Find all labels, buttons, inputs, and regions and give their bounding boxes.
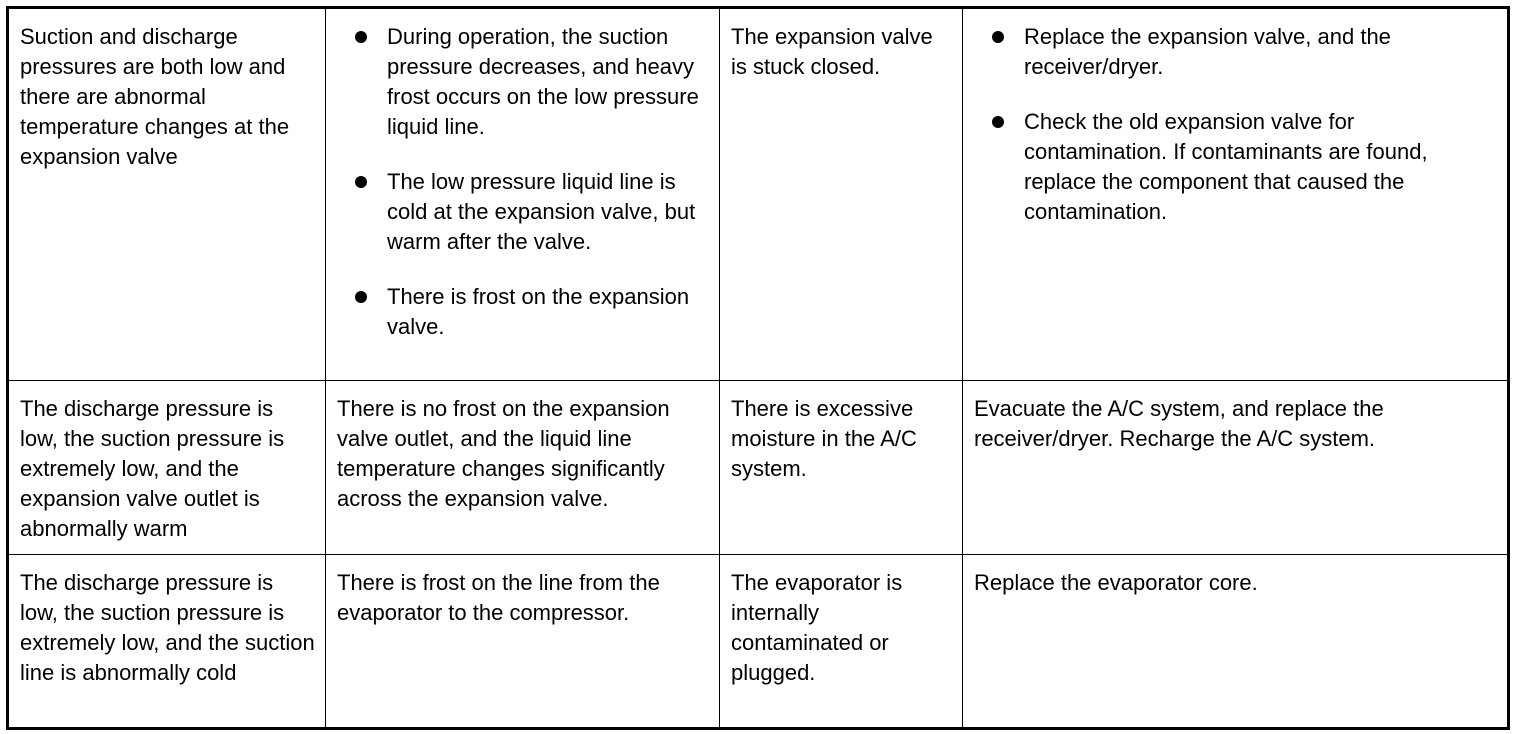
bullet-icon bbox=[992, 116, 1004, 128]
bullet-icon bbox=[355, 176, 367, 188]
cause-cell bbox=[720, 8, 963, 381]
observation-list bbox=[337, 22, 709, 342]
cause-text: The expansion valve is stuck closed. bbox=[731, 24, 933, 79]
remedy-text: Evacuate the A/C system, and replace the receiver/dryer. Recharge the A/C system. bbox=[974, 396, 1384, 451]
condition-text: Suction and discharge pressures are both low and there are abnormal temperature changes at the expansion valve bbox=[20, 24, 290, 169]
diagnosis-table bbox=[6, 6, 1510, 730]
bullet-icon bbox=[992, 31, 1004, 43]
observation-text: There is no frost on the expansion valve outlet, and the liquid line temperature changes significantly across the expansion valve. bbox=[337, 396, 670, 511]
list-item bbox=[974, 107, 1497, 227]
cause-text: The evaporator is internally contaminated or plugged. bbox=[731, 570, 903, 685]
table-row bbox=[8, 555, 1509, 729]
list-item bbox=[337, 282, 709, 342]
table-row bbox=[8, 381, 1509, 555]
bullet-icon bbox=[355, 291, 367, 303]
remedy-text: Replace the evaporator core. bbox=[974, 570, 1258, 595]
cause-cell bbox=[720, 381, 963, 555]
condition-cell bbox=[8, 555, 326, 729]
list-item bbox=[337, 22, 709, 142]
cause-cell bbox=[720, 555, 963, 729]
list-item bbox=[974, 22, 1497, 82]
observation-cell bbox=[326, 381, 720, 555]
observation-text: During operation, the suction pressure decreases, and heavy frost occurs on the low pressure liquid line. bbox=[387, 24, 699, 139]
remedy-cell bbox=[963, 8, 1509, 381]
observation-cell bbox=[326, 8, 720, 381]
observation-text: The low pressure liquid line is cold at the expansion valve, but warm after the valve. bbox=[387, 169, 696, 254]
remedy-cell bbox=[963, 555, 1509, 729]
observation-text: There is frost on the expansion valve. bbox=[387, 284, 690, 339]
remedy-text: Check the old expansion valve for contamination. If contaminants are found, replace the component that caused the contamination. bbox=[1024, 109, 1428, 224]
observation-cell bbox=[326, 555, 720, 729]
condition-text: The discharge pressure is low, the suction pressure is extremely low, and the expansion valve outlet is abnormally warm bbox=[20, 396, 285, 541]
condition-cell bbox=[8, 8, 326, 381]
cause-text: There is excessive moisture in the A/C system. bbox=[731, 396, 917, 481]
bullet-icon bbox=[355, 31, 367, 43]
remedy-cell bbox=[963, 381, 1509, 555]
list-item bbox=[337, 167, 709, 257]
table-row bbox=[8, 8, 1509, 381]
observation-text: There is frost on the line from the evaporator to the compressor. bbox=[337, 570, 660, 625]
condition-text: The discharge pressure is low, the suction pressure is extremely low, and the suction line is abnormally cold bbox=[20, 570, 315, 685]
condition-cell bbox=[8, 381, 326, 555]
remedy-list bbox=[974, 22, 1497, 227]
remedy-text: Replace the expansion valve, and the receiver/dryer. bbox=[1024, 24, 1391, 79]
